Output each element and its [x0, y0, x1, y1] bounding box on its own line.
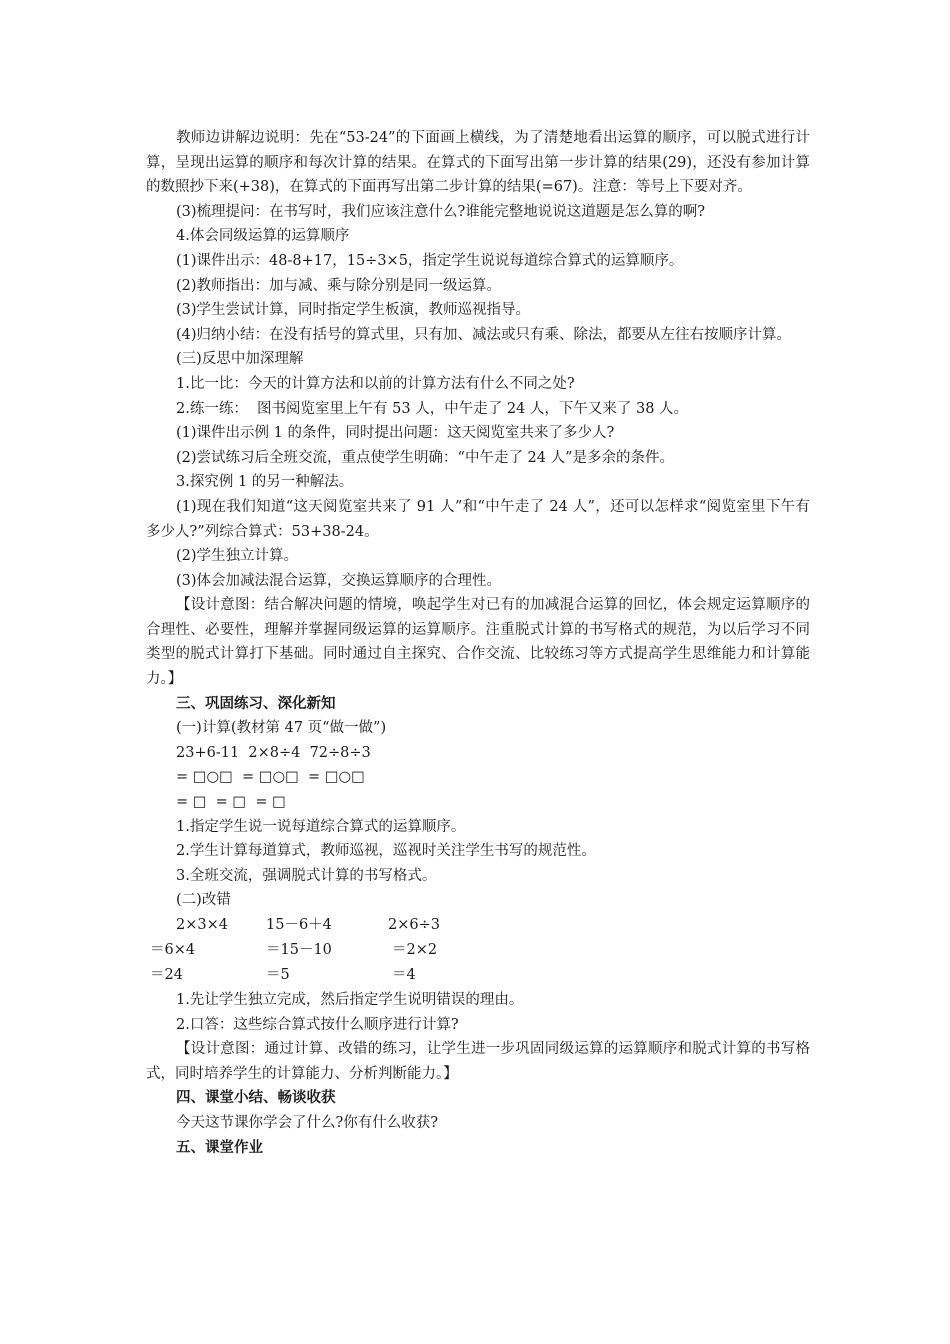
paragraph: 2.练一练： 图书阅览室里上午有 53 人，中午走了 24 人，下午又来了 38 人。: [176, 400, 689, 417]
paragraph: (1)课件出示例 1 的条件，同时提出问题：这天阅览室共来了多少人?: [176, 425, 615, 442]
calc-line: 23+6-11 2×8÷4 72÷8÷3: [176, 744, 371, 761]
paragraph: (3)体会加减法混合运算，交换运算顺序的合理性。: [176, 572, 502, 589]
list-item: 2.学生计算每道算式，教师巡视，巡视时关注学生书写的规范性。: [176, 843, 596, 860]
paragraph: 3.探究例 1 的另一种解法。: [176, 474, 354, 491]
paragraph: 今天这节课你学会了什么?你有什么收获?: [176, 1114, 439, 1131]
list-item: 2.口答：这些综合算式按什么顺序进行计算?: [176, 1016, 459, 1033]
paragraph: 4.体会同级运算的运算顺序: [176, 228, 350, 245]
error-cell: 2×3×4: [176, 917, 228, 933]
paragraph: (2)学生独立计算。: [176, 548, 299, 565]
paragraph: (4)归纳小结：在没有括号的算式里，只有加、减法或只有乘、除法，都要从左往右按顺序计算。: [176, 326, 792, 343]
sub2-heading: (二)改错: [176, 892, 231, 909]
design-intent-2: 【设计意图：通过计算、改错的练习，让学生进一步巩固同级运算的运算顺序和脱式计算的书写格式，同时培养学生的计算能力、分析判断能力。】: [146, 1041, 810, 1082]
calc-line: = □○□ = □○□ = □○□: [176, 769, 365, 786]
list-item: 1.先让学生独立完成，然后指定学生说明错误的理由。: [176, 992, 524, 1008]
error-cell: ＝5: [266, 967, 290, 983]
calc-line: = □ = □ = □: [176, 794, 286, 811]
list-item: 1.指定学生说一说每道综合算式的运算顺序。: [176, 818, 466, 835]
paragraph: 教师边讲解边说明：先在“53-24”的下面画上横线，为了清楚地看出运算的顺序，可以脱式进行计算，呈现出运算的顺序和每次计算的结果。在算式的下面写出第一步计算的结果(29)，还没有参加计算的数照抄下来(+38)，在算式的下面再写出第二步计算的结果(=67)。注意：等号上下要对齐。: [146, 130, 810, 196]
error-cell: ＝15－10: [266, 942, 332, 958]
error-cell: ＝6×4: [150, 942, 196, 958]
design-intent-1: 【设计意图：结合解决问题的情境，唤起学生对已有的加减混合运算的回忆，体会规定运算顺序的合理性、必要性，理解并掌握同级运算的运算顺序。注重脱式计算的书写格式的规范，为以后学习不同类型的脱式计算打下基础。同时通过自主探究、合作交流、比较练习等方式提高学生思维能力和计算能力。】: [146, 597, 810, 688]
paragraph: (2)教师指出：加与减、乘与除分别是同一级运算。: [176, 277, 502, 294]
paragraph: (三)反思中加深理解: [176, 351, 304, 368]
error-cell: ＝4: [392, 967, 416, 983]
paragraph: (1)现在我们知道“这天阅览室共来了 91 人”和“中午走了 24 人”，还可以怎样求“阅览室里下午有多少人?”列综合算式：53+38-24。: [146, 498, 810, 540]
error-row: [146, 938, 810, 963]
section3-heading: 三、巩固练习、深化新知: [176, 694, 336, 712]
section4-heading: 四、课堂小结、畅谈收获: [176, 1089, 336, 1107]
sub1-heading: (一)计算(教材第 47 页“做一做”): [176, 720, 387, 737]
paragraph: (3)学生尝试计算，同时指定学生板演，教师巡视指导。: [176, 302, 531, 319]
error-row: [146, 963, 810, 988]
document-body: [146, 126, 810, 1160]
error-cell: ＝24: [150, 967, 183, 983]
paragraph: (3)梳理提问：在书写时，我们应该注意什么?谁能完整地说说这道题是怎么算的啊?: [176, 203, 706, 220]
error-cell: 2×6÷3: [388, 917, 440, 933]
section5-heading: 五、课堂作业: [176, 1138, 263, 1156]
paragraph: (2)尝试练习后全班交流，重点使学生明确：“中午走了 24 人”是多余的条件。: [176, 449, 675, 466]
list-item: 3.全班交流，强调脱式计算的书写格式。: [176, 867, 437, 884]
error-cell: 15－6＋4: [266, 917, 332, 933]
paragraph: (1)课件出示：48-8+17，15÷3×5，指定学生说说每道综合算式的运算顺序。: [176, 252, 684, 269]
error-row: [146, 913, 810, 938]
paragraph: 1.比一比：今天的计算方法和以前的计算方法有什么不同之处?: [176, 375, 575, 392]
error-cell: ＝2×2: [392, 942, 438, 958]
